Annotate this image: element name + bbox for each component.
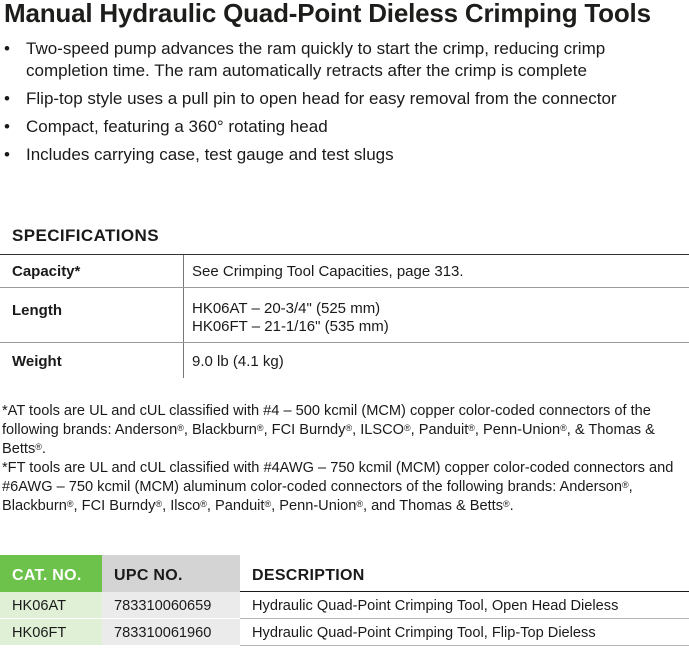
brand: Panduit bbox=[418, 422, 469, 438]
specifications-heading: SPECIFICATIONS bbox=[12, 226, 159, 245]
registered-mark: ® bbox=[177, 423, 184, 433]
registered-mark: ® bbox=[404, 423, 411, 433]
registered-mark: ® bbox=[356, 499, 363, 509]
registered-mark: ® bbox=[345, 423, 353, 433]
feature-text: Two-speed pump advances the ram quickly to start the crimp, reducing crimp completion time. The ram automatically retracts after the crimp is complete bbox=[26, 39, 606, 80]
spec-value: See Crimping Tool Capacities, page 313. bbox=[192, 263, 464, 280]
brand: Thomas & Betts bbox=[399, 498, 504, 514]
description-cell: Hydraulic Quad-Point Crimping Tool, Flip-Top Dieless bbox=[240, 619, 689, 646]
feature-text: Flip-top style uses a pull pin to open head for easy removal from the connector bbox=[26, 89, 617, 108]
table-row bbox=[0, 592, 689, 619]
feature-text: Compact, featuring a 360° rotating head bbox=[26, 117, 328, 136]
brand: Anderson bbox=[559, 479, 622, 495]
brand: Anderson bbox=[114, 422, 178, 438]
spec-label: Length bbox=[0, 288, 184, 342]
spec-value: 9.0 lb (4.1 kg) bbox=[192, 353, 284, 370]
footnote-text: and bbox=[371, 498, 400, 514]
brand: FCI Burndy bbox=[81, 498, 156, 514]
upc-cell: 783310060659 bbox=[102, 592, 240, 619]
registered-mark: ® bbox=[468, 423, 475, 433]
footnote-text: . bbox=[509, 498, 514, 514]
spec-value: HK06AT – 20-3/4" (525 mm) bbox=[192, 300, 381, 317]
registered-mark: ® bbox=[200, 499, 207, 509]
list-item bbox=[4, 88, 684, 110]
description-cell: Hydraulic Quad-Point Crimping Tool, Open Head Dieless bbox=[240, 592, 689, 619]
brand: Penn-Union bbox=[279, 498, 357, 514]
feature-text: Includes carrying case, test gauge and test slugs bbox=[26, 145, 394, 164]
footnote-text: . bbox=[41, 441, 46, 457]
brand: Penn-Union bbox=[483, 422, 561, 438]
registered-mark: ® bbox=[66, 499, 74, 509]
footnote-text: *AT tools are UL and cUL classified with #4 – 500 kcmil (MCM) copper color-coded connectors of the following brands: bbox=[2, 403, 651, 438]
brand: ILSCO bbox=[360, 422, 405, 438]
registered-mark: ® bbox=[256, 423, 264, 433]
registered-mark: ® bbox=[155, 499, 163, 509]
table-row bbox=[0, 288, 689, 343]
list-item bbox=[4, 38, 684, 82]
page-title: Manual Hydraulic Quad-Point Dieless Crimping Tools bbox=[4, 0, 651, 28]
brand: Ilsco bbox=[170, 498, 201, 514]
bullet-marker: • bbox=[4, 39, 10, 58]
brand: Panduit bbox=[214, 498, 265, 514]
footnote-text: & bbox=[574, 422, 589, 438]
registered-mark: ® bbox=[560, 423, 567, 433]
table-row bbox=[0, 255, 689, 288]
column-header-upc-no: UPC NO. bbox=[102, 555, 240, 592]
spec-value: HK06FT – 21-1/16" (535 mm) bbox=[192, 318, 389, 335]
column-header-cat-no: CAT. NO. bbox=[0, 555, 102, 592]
brand: Blackburn bbox=[2, 498, 67, 514]
cat-no-cell: HK06FT bbox=[0, 619, 102, 646]
footnote-at: *AT tools are UL and cUL classified with #4 – 500 kcmil (MCM) copper color-coded connectors of the following brands: Anderson®, Blackburn®, FCI Burndy®, ILSCO®, Panduit®, Penn-Union®, & Thomas & Betts®. bbox=[2, 403, 655, 457]
specifications-table bbox=[0, 255, 689, 378]
list-item bbox=[4, 116, 684, 138]
bullet-marker: • bbox=[4, 117, 10, 136]
table-header bbox=[0, 555, 689, 592]
feature-list bbox=[4, 38, 684, 172]
cat-no-cell: HK06AT bbox=[0, 592, 102, 619]
column-header-description: DESCRIPTION bbox=[240, 555, 689, 592]
spec-value-group bbox=[184, 288, 389, 342]
bullet-marker: • bbox=[4, 89, 10, 108]
footnotes bbox=[2, 402, 688, 516]
table-row bbox=[0, 619, 689, 646]
footnote-text: *FT tools are UL and cUL classified with #4AWG – 750 kcmil (MCM) copper color-coded connectors and #6AWG – 750 kcmil (MCM) aluminum color-coded connectors of the following brands: bbox=[2, 460, 674, 495]
registered-mark: ® bbox=[35, 442, 42, 452]
registered-mark: ® bbox=[264, 499, 272, 509]
brand: FCI Burndy bbox=[271, 422, 346, 438]
upc-cell: 783310061960 bbox=[102, 619, 240, 646]
spec-label: Capacity* bbox=[0, 255, 184, 287]
spec-label: Weight bbox=[0, 343, 184, 378]
registered-mark: ® bbox=[621, 480, 629, 490]
list-item bbox=[4, 144, 684, 166]
registered-mark: ® bbox=[503, 499, 510, 509]
table-row bbox=[0, 343, 689, 378]
brand: Thomas & Betts bbox=[2, 422, 655, 457]
catalog-table bbox=[0, 555, 689, 646]
brand: Blackburn bbox=[192, 422, 257, 438]
footnote-ft: *FT tools are UL and cUL classified with #4AWG – 750 kcmil (MCM) copper color-coded connectors and #6AWG – 750 kcmil (MCM) aluminum color-coded connectors of the following brands: Anderson®, Blackburn®, FCI Burndy®, Ilsco®, Panduit®, Penn-Union®, and Thomas & Betts®. bbox=[2, 460, 674, 514]
bullet-marker: • bbox=[4, 145, 10, 164]
